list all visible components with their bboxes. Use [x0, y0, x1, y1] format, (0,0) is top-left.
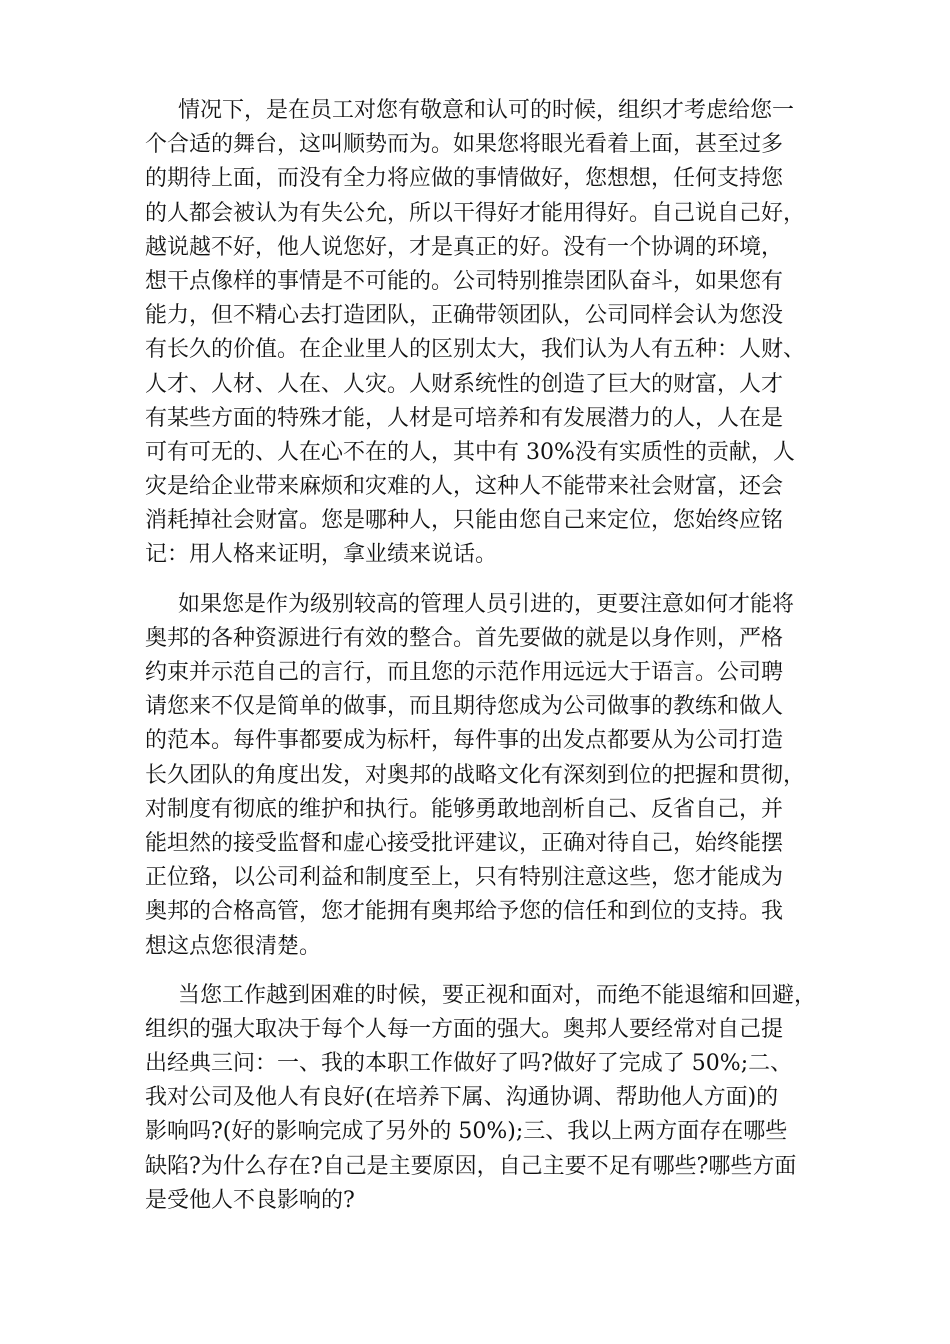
- text-line: 我对公司及他人有良好(在培养下属、沟通协调、帮助他人方面)的: [145, 1085, 779, 1111]
- text-line: 缺陷?为什么存在?自己是主要原因，自己主要不足有哪些?哪些方面: [145, 1153, 797, 1179]
- text-line: 约束并示范自己的言行，而且您的示范作用远远大于语言。公司聘: [145, 660, 784, 685]
- text-line: 越说越不好，他人说您好，才是真正的好。没有一个协调的环境，: [145, 234, 784, 260]
- text-line: 情况下，是在员工对您有敬意和认可的时候，组织才考虑给您一: [178, 98, 795, 123]
- text-line: 个合适的舞台，这叫顺势而为。如果您将眼光看着上面，甚至过多: [145, 132, 784, 158]
- text-line: 奥邦的合格高管，您才能拥有奥邦给予您的信任和到位的支持。我: [145, 899, 784, 925]
- text-line: 有长久的价值。在企业里人的区别太大，我们认为人有五种：人财、: [145, 337, 806, 363]
- text-line: 长久团队的角度出发，对奥邦的战略文化有深刻到位的把握和贯彻，: [145, 762, 806, 788]
- text-line: 当您工作越到困难的时候，要正视和面对，而绝不能退缩和回避，: [178, 982, 817, 1008]
- paragraph-2: [145, 588, 835, 964]
- text-line: 如果您是作为级别较高的管理人员引进的，更要注意如何才能将: [178, 591, 795, 617]
- text-line: 能力，但不精心去打造团队，正确带领团队，公司同样会认为您没: [145, 303, 784, 329]
- text-line: 能坦然的接受监督和虚心接受批评建议，正确对待自己，始终能摆: [145, 830, 784, 856]
- paragraph-1: [145, 94, 835, 573]
- text-line: 的人都会被认为有失公允，所以干得好才能用得好。自己说自己好，: [145, 200, 806, 226]
- text-line: 奥邦的各种资源进行有效的整合。首先要做的就是以身作则，严格: [145, 625, 784, 651]
- text-line: 正位臵，以公司利益和制度至上，只有特别注意这些，您才能成为: [145, 865, 784, 891]
- text-line: 灾是给企业带来麻烦和灾难的人，这种人不能带来社会财富，还会: [145, 474, 784, 500]
- text-line: 请您来不仅是简单的做事，而且期待您成为公司做事的教练和做人: [145, 694, 784, 720]
- paragraph-3: [145, 979, 835, 1218]
- text-line: 影响吗?(好的影响完成了另外的 50%);三、我以上两方面存在哪些: [145, 1119, 788, 1145]
- text-line: 想干点像样的事情是不可能的。公司特别推崇团队奋斗，如果您有: [145, 268, 784, 294]
- text-line: 可有可无的、人在心不在的人，其中有 30%没有实质性的贡献，人: [145, 439, 795, 465]
- text-line: 人才、人材、人在、人灾。人财系统性的创造了巨大的财富，人才: [145, 371, 784, 397]
- text-line: 对制度有彻底的维护和执行。能够勇敢地剖析自己、反省自己，并: [145, 796, 784, 822]
- text-line: 有某些方面的特殊才能，人材是可培养和有发展潜力的人，人在是: [145, 405, 784, 431]
- text-line: 想这点您很清楚。: [145, 933, 322, 959]
- text-line: 的范本。每件事都要成为标杆，每件事的出发点都要从为公司打造: [145, 728, 784, 754]
- text-line: 的期待上面，而没有全力将应做的事情做好，您想想，任何支持您: [145, 166, 784, 192]
- document-page: [145, 94, 835, 1218]
- text-line: 出经典三问：一、我的本职工作做好了吗?做好了完成了 50%;二、: [145, 1051, 793, 1077]
- text-line: 是受他人不良影响的?: [145, 1187, 355, 1213]
- text-line: 消耗掉社会财富。您是哪种人，只能由您自己来定位，您始终应铭: [145, 508, 784, 534]
- text-line: 记：用人格来证明，拿业绩来说话。: [145, 542, 498, 568]
- text-line: 组织的强大取决于每个人每一方面的强大。奥邦人要经常对自己提: [145, 1016, 784, 1042]
